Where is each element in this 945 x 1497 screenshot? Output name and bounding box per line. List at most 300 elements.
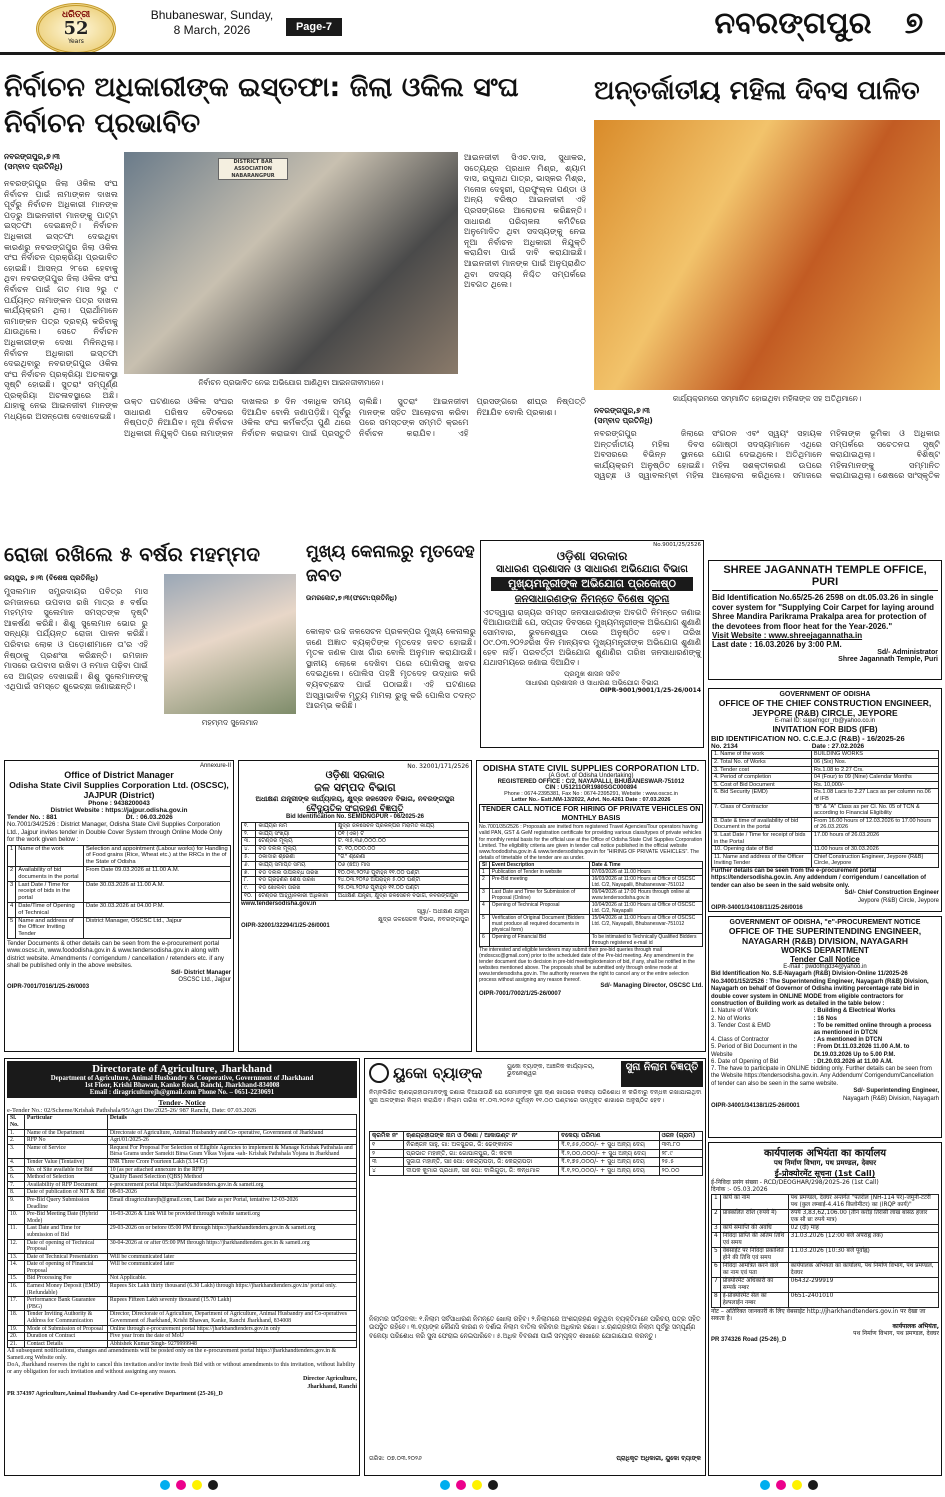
table-row (8, 1333, 357, 1341)
photo-caption: ନିର୍ବାଚନ ପ୍ରଭାବିତ ନେଇ ଅଭିଯୋଗ ଆଣିଥିବା ଆଇନଜୀବୀମାନେ। (198, 378, 384, 387)
website-link[interactable]: www.tendersodisha.gov.in (241, 900, 317, 907)
table-row (8, 1253, 357, 1261)
ad-jharkhand-agriculture: Directorate of Agriculture, Jharkhand Department of Agriculture, Animal Husbandry & Cooperative, Government of Jharkhand 1st Floor, Krishi Bhawan, Kanke Road, Ranchi, Jharkhand-834008 Email : diragriculturejh@gmail.com Phone No. – 0651-2230691 Tender- Notice e-Tender No.: 02/Scheme/Krishak Pathshala/95/Agri Dte/2025-26/ 987 Ranchi, Date: 07.03.2026 Sl. No. Particular Details 1. Name of the Department Directorate of Agriculture, Animal Husbandry and Co- operative, Government of Jharkhand 2. RFP No Agri/01/2025-26 3. Name of Service Request For Proposal For Selection of Eligible Agencies to implement & Manage Krishak Pathshala and Birsa Grams under Samekit Birsa Gram Vikas Yojana -sah- Krishak Pathshala Yojana in Jharkhand 4. Tender Value (Tentative) INR Three Crore Fourteen Lakh (3.14 Cr) 5. No. of Site available for Bid 10 (as per attached annexure in the RFP) 6. Method of Selection Quality Based Selection (QBS) Method 7. Availability of RFP Document e-procurement portal https://jharkhandtenders.gov.in & sameti.org 8. Date of publication of NIT & Bid 08-03-2026 9. Pre-Bid Query Submission Deadline Email diragriculturejh@gmail.com, Last Date as per Portal, tentative 12-03-2026 10. Pre-Bid Meeting Date (Hybrid Mode) 16-03-2026 & Link Will be provided through website sameti.org 11. Last Date and Time for submission of Bid 29-03-2026 on or before 05:00 PM through https://jharkhandtenders.gov.in & sameti.org 12. Date of opening of Technical Proposal 30-04-2026 at or after 05:00 PM through https://jharkhandtenders.gov.in & sameti.org 13. Date of Technical Presentation Will be communicated later 14. Date of opening of Financial Proposal Will be communicated later 15. Bid Processing Fee Not Applicable. 16. Earnest Money Deposit (EMD) (Refundable) Rupees Six Lakh thirty thousand (6.30 Lakh) through https://jharkhandtenders.gov.in/ portal only. 17. Performance Bank Guarantee (PBG) Rupees Fifteen Lakh seventy thousand (15.70 Lakh) 18. Tender Inviting Authority & Address for Communication Director, Directorate of Agriculture, Department of Agriculture, Animal Husbandry and Co-operatives Government of Jharkhand, Krishi Bhawan, Kanke, Ranchi Jharkhand, 834008 19. Mode of Submission of Proposal Online through e-procurement portal https://jharkhandtenders.gov.in only 20. Duration of Contract Five year from the date of MoU 21. Contact Details Abhishek Kumar Singh- 9279999948 All subsequent notifications, changes and amendments will be posted only on the e-procurement portal https://jharkhandtenders.gov.in & Sameti.org Website only. DoA, Jharkhand reserves the right to cancel this invitation and/or invite fresh Bid with or without amendments to this invitation, without liability or any obligation for such invitation and without assigning any reason. Director Agriculture, Jharkhand, Ranchi PR 374397 Agriculture,Animal Husbandry And Co-operative Department (25-26)_D (4, 1058, 360, 1476)
headline: ଅନ୍ତର୍ଜାତୀୟ ମହିଳା ଦିବସ ପାଳିତ (594, 76, 920, 106)
table-cell: Date of publication of NIT & Bid (24, 1189, 107, 1197)
table-row (8, 1297, 357, 1311)
table-row (242, 861, 469, 869)
table-cell: 1. (8, 1129, 25, 1137)
table-cell: ୩. (242, 838, 256, 846)
table-row (242, 854, 469, 862)
table-row (712, 1194, 939, 1209)
table-row (712, 853, 939, 867)
table-row (712, 759, 939, 767)
table-cell: 2 (8, 867, 16, 882)
table-row (712, 1277, 939, 1292)
table-row (712, 1224, 939, 1232)
table-cell: ଟ. ୩୫,୩୬,୦୦୦.୦୦ (335, 838, 468, 846)
print-mark-magenta (176, 1480, 186, 1490)
table-row (8, 1311, 357, 1325)
table-cell: INR Three Crore Fourteen Lakh (3.14 Cr) (107, 1158, 356, 1166)
table-cell: 4. Period of completion (712, 774, 812, 782)
dateline: ନବରଙ୍ଗପୁର,୭।୩ (ସମ୍ବାଦ ପ୍ରତିନିଧି) (594, 406, 653, 425)
table-row (8, 1325, 357, 1333)
table-cell: Request For Proposal For Selection of Eligible Agencies to implement & Manage Krishak Pathshala and Birsa Grams under Samekit Birsa Gram Vikas Yojana -sah- Krishak Pathshala Yojana in Jharkhand (107, 1144, 356, 1158)
list-item-value: : As mentioned in DTCN (813, 1037, 883, 1044)
print-mark-magenta-2 (456, 1480, 466, 1490)
table-cell: 2. (8, 1137, 25, 1145)
table-cell: Not Applicable. (107, 1275, 356, 1283)
table-cell: Date 30.03.2026 at 11.00 A.M. (83, 881, 230, 902)
table-cell: Sl. No. (8, 1115, 25, 1129)
nature-list (711, 1008, 939, 1066)
table-cell: କାର୍ଯ୍ୟ ସଂଖ୍ୟା (256, 830, 335, 838)
table-cell: 4 (712, 1232, 721, 1247)
ad-uco-bank (364, 1058, 706, 1476)
dateline: ଜୟପୁର, ୭।୩ (ବିଶେଷ ପ୍ରତିନିଧି) (4, 574, 99, 582)
table-row (712, 766, 939, 774)
table-cell: Opening of Financial Bid (489, 934, 589, 947)
table-cell: Details (107, 1115, 356, 1129)
table-cell: ଠିକାଦାର ଶ୍ରେଣୀ (256, 854, 335, 862)
table-cell: ୪ (370, 1167, 404, 1176)
table-cell: ई-प्रोक्योरमेंट सेल का हेल्पलाईन नम्बर (720, 1292, 788, 1307)
table-cell: 10. Opening date of Bid (712, 846, 812, 854)
table-cell: Pre-Bid Meeting Date (Hybrid Mode) (24, 1211, 107, 1225)
masthead (0, 0, 945, 62)
table-cell: 07/03/2026 at 11.00 Hours (589, 869, 702, 876)
table-cell: 5. Cost of Bid Document (712, 781, 812, 789)
table-cell: Publication of Tender in website (489, 869, 589, 876)
table-row (8, 1181, 357, 1189)
table-cell: 10/04/2026 at 11:00 Hours at Office of OSCSC Ltd. C/2, Nayapalli (589, 902, 702, 915)
table-cell: Duration of Contract (24, 1333, 107, 1341)
table-cell: Date of Technical Presentation (24, 1253, 107, 1261)
table-cell: 2. Total No. of Works (712, 759, 812, 767)
table-row (480, 876, 703, 889)
tender-table (7, 1114, 357, 1348)
list-item-label: 4. Class of Contractor (711, 1037, 770, 1044)
table-cell: 06 (Six) Nos. (811, 759, 938, 767)
ad-cm-grievance: No.9001/25/2526 ଓଡ଼ିଶା ସରକାର ସାଧାରଣ ପ୍ରଶାସନ ଓ ସାଧାରଣ ଅଭିଯୋଗ ବିଭାଗ ମୁଖ୍ୟମନ୍ତ୍ରୀଙ୍କ ଅଭିଯୋଗ ପ୍ରକୋଷ୍ଠ ଜନସାଧାରଣଙ୍କ ନିମନ୍ତେ ବିଶେଷ ସୂଚନା ଏତଦ୍ୱାରା ରାଜ୍ୟର ସମସ୍ତ ଜନସାଧାରଣଙ୍କ ଅବଗତି ନିମନ୍ତେ ଜଣାଇ ଦିଆଯାଉଅଛି ଯେ, ସପ୍ତାହ ଦିବସରେ ମୁଖ୍ୟମନ୍ତ୍ରୀଙ୍କ ଅଭିଯୋଗ ଶୁଣାଣି ସୋମବାର, ଭୁବନେଶ୍ୱର ଠାରେ ଅନୁଷ୍ଠିତ ହେବ। ତାରିଖ ୦୯.୦୩.୨୦୨୬ରିଖ ଦିନ ମାନ୍ୟବର ମୁଖ୍ୟମନ୍ତ୍ରୀଙ୍କ ଅଭିଯୋଗ ଶୁଣାଣି ହେବ ନାହିଁ। ପରବର୍ତ୍ତୀ ଅଭିଯୋଗ ଶୁଣାଣିର ତାରିଖ ଜନସାଧାରଣଙ୍କୁ ଯଥାସମୟରେ ଜଣାଇ ଦିଆଯିବ। ପ୍ରମୁଖ ଶାସନ ସଚିବ ସାଧାରଣ ପ୍ରଶାସନ ଓ ସାଧାରଣ ଅଭିଯୋଗ ବିଭାଗ OIPR-9001/9001/1/25-26/0014 (480, 540, 704, 748)
table-cell: Availability of RFP Document (24, 1181, 107, 1189)
table-cell: 18. (8, 1311, 25, 1325)
table-cell: 2 (712, 1209, 721, 1224)
photo-caption: କାର୍ଯ୍ୟକ୍ରମରେ ସମ୍ମାନିତ ହୋଇଥିବା ମହିଳାଙ୍କ ସହ ଅତିଥିମାନେ। (672, 394, 862, 403)
table-cell: 11. Name and address of the Officer Inviting Tender (712, 853, 812, 867)
print-mark-black (208, 1480, 218, 1490)
table-cell: ୨୫.୫ (659, 1158, 702, 1167)
table-cell: ୯. (242, 885, 256, 893)
website-link[interactable]: Visit Website : www.shreejagannatha.in (712, 631, 863, 641)
table-cell: ୧ (370, 1140, 404, 1149)
photo-caption: ମହମ୍ମଦ ସୁଲେମାନ (201, 718, 259, 727)
table-row (8, 1189, 357, 1197)
table-cell: e-procurement portal https://jharkhandtenders.gov.in & sameti.org (107, 1181, 356, 1189)
list-item-value: : 16 Nos (813, 1015, 837, 1022)
list-item (711, 1008, 939, 1015)
table-cell: 09/04/2026 at 17:00 Hours through online at www.tendersodisha.gov.in (589, 889, 702, 902)
section-title: ନବରଙ୍ଗପୁର (714, 6, 872, 41)
table-row (712, 1209, 939, 1224)
table-cell: Rs. 10,000/- (811, 781, 938, 789)
tender-rows (8, 845, 231, 938)
table-cell: Quality Based Selection (QBS) Method (107, 1174, 356, 1182)
table-cell: ଟେଣ୍ଡର ଆହ୍ୱାନକାରୀ ଅଧିକାରୀ (256, 892, 335, 900)
table-cell: Five year from the date of MoU (107, 1333, 356, 1341)
list-item-value: : To be remitted online through a process as mentioned in DTCN (813, 1022, 932, 1037)
list-item-value: : From Dt.11.03.2026 11.00 A.M. to Dt.19.03.2026 Up to 5.00 P.M. (813, 1044, 910, 1058)
table-cell: ପ୍ରଭାତ ମହାନ୍ତି, ଗା: ଗୋପାଳପୁର, ଜି: କଟକ (404, 1149, 559, 1158)
table-row (8, 1340, 357, 1348)
table-cell: कार्यपालक अभियंता का कार्यालय, पथ निर्माण विभाग, पथ प्रमण्डल, देवघर (788, 1262, 938, 1277)
table-row (8, 845, 231, 866)
table-cell: वेबसाईट पर निविदा प्रकाशित होने की तिथि एवं समय (720, 1247, 788, 1262)
table-cell: 3 (480, 889, 490, 902)
story-column-1: ନବରଙ୍ଗପୁର ଜିଲା ଓକିଲ ସଂଘ ନିର୍ବାଚନ ପାଇଁ ନାମାଙ୍କନ ଦାଖଲ ପୂର୍ବରୁ ନିର୍ବାଚନ ଅଧିକାରୀ ମାନଙ୍କ ପଡ଼ରୁ ଆଇନଜୀବୀ ମାନଙ୍କୁ ପାଟ୍ଟା ଇସ୍ତଫା ଦେଇଛନ୍ତି। ନିର୍ବାଚନ ଅଧିକାରୀ ଇସ୍ତଫା ଦେଇଥିବା କାରଣରୁ ନବରଙ୍ଗପୁର ଜିଲା ଓକିଲ ସଂଘ ନିର୍ବାଚନ ପ୍ରକ୍ରିୟା ପ୍ରଭାବିତ ହୋଇଛି। ଆସନ୍ତା ୨୮ରେ ହେବାକୁ ଥିବା ନବରଙ୍ଗପୁର ଜିଲା ଓକିଲ ସଂଘ ନିର୍ବାଚନ ପାଇଁ ଗତ ମାସ ୨ରୁ ୯ ପର୍ଯ୍ୟନ୍ତ ନାମାଙ୍କନ ପତ୍ର ଦାଖଲ କାର୍ଯ୍ୟକ୍ରମ ଥିଲା। ପ୍ରାର୍ଥୀମାନେ ନାମାଙ୍କନ ପତ୍ର ଦ୍ରବ୍ୟ କରିବାକୁ ଯାଉଥିଲେ। ସେତେ ନିର୍ବାଚନ ଅଧିକାରୀଙ୍କ ଦେଖା ମିଳିନଥିଲା। ନିର୍ବାଚନ ଅଧିକାରୀ ଇସ୍ତଫା ଦେଇଥିବାରୁ ନବରଙ୍ଗପୁର ଓକିଲ ସଂଘ ନିର୍ବାଚନ ପ୍ରକ୍ରିୟା ଅଚଳାବସ୍ଥା ସୃଷ୍ଟି ହୋଇଛି। ସୁତରାଂ ସମ୍ପୂର୍ଣ୍ଣ ପ୍ରକ୍ରିୟା ଅଚଳାବସ୍ଥାରେ ଅଛି। ଯାହାକୁ ନେଇ ଆଇନଜୀବୀ ମାନଙ୍କ ମଧ୍ୟରେ ଅସନ୍ତୋଷ ଦେଖାଦେଇଛି। (4, 178, 118, 422)
print-mark-magenta-3 (776, 1480, 786, 1490)
table-row (480, 934, 703, 947)
table-cell: 10. (8, 1211, 25, 1225)
timetable-rows (480, 862, 703, 947)
table-cell: 6. Bid Security (EMD) (712, 789, 812, 803)
table-cell: Will be communicated later (107, 1261, 356, 1275)
auction-table-wrap (369, 1131, 703, 1311)
list-item-label: 6. Date of Opening of Bid (711, 1058, 779, 1065)
table-cell: ୨ (370, 1149, 404, 1158)
table-cell: Directorate of Agriculture, Animal Husbandry and Co- operative, Government of Jharkhand (107, 1129, 356, 1137)
table-cell: ୨୪.୦୩.୨୦୨୬ ଅପରାହ୍ନ ୫.୦୦ ଘଣ୍ଟା (335, 877, 468, 885)
table-cell: Online through e-procurement portal https://jharkhandtenders.gov.in only (107, 1325, 356, 1333)
table-cell: Director, Directorate of Agriculture, Department of Agriculture, Animal Husbandry and Co-operatives Government of Jharkhand, Krishi Bhawan, Kanke, Ranchi Jharkhand, 834008 (107, 1311, 356, 1325)
table-cell: 11. (8, 1225, 25, 1239)
table-row (242, 830, 469, 838)
table-cell: Chief Construction Engineer, Jeypore (R&B) Circle, Jeypore (811, 853, 938, 867)
table-row (242, 885, 469, 893)
table-cell: 5. (8, 1166, 25, 1174)
womens-day-photo (594, 120, 940, 390)
table-row (712, 1262, 939, 1277)
table-cell: ₹.୧,୫୫,୦୦୦/- + ସୁଧ ଅନ୍ୟ ଦେୟ (559, 1140, 660, 1149)
table-cell: ୧୦. (242, 892, 256, 900)
auction-title: ସୁନା ନିଲାମ ବିଜ୍ଞପ୍ତି (621, 1061, 703, 1087)
table-row (712, 817, 939, 831)
headline: ମୁଖ୍ୟ କେନାଲରୁ ମୃତଦେହ ଜବତ (306, 542, 475, 586)
table-cell: Tender Value (Tentative) (24, 1158, 107, 1166)
child-photo (164, 574, 296, 714)
table-cell: 11.03.2026 (10:30 बजे पूर्वाह्न) (788, 1247, 938, 1262)
story-text: ନବରଙ୍ଗପୁର ଜିଲାରେ ଅନ୍ତର୍ଜାତୀୟ ମହିଳା ଦିବସ ଅବସରରେ ବିଭିନ୍ନ ସ୍ଥାନରେ କାର୍ଯ୍ୟକ୍ରମ ଅନୁଷ୍ଠିତ ହୋଇଛି। ସ୍ୱଚ୍ଛ ଓ ସ୍ୱାବଲମ୍ବୀ ମହିଳା ସଂଗଠନ ଏବଂ ସ୍ୱୟଂ ସହାୟକ ଗୋଷ୍ଠୀ ସଦସ୍ୟାମାନେ ଏଥିରେ ଯୋଗ ଦେଇଥିଲେ। ଅତିଥିମାନେ ମହିଳା ସଶକ୍ତୀକରଣ ଉପରେ ଆଲୋଚନା କରିଥିଲେ। ସମାଜରେ ମହିଳାଙ୍କ ଭୂମିକା ଓ ଅଧିକାର ସମ୍ପର୍କରେ ସଚେତନତା ସୃଷ୍ଟି କରାଯାଇଥିଲା। ବିଶିଷ୍ଟ ମହିଳାମାନଙ୍କୁ ସମ୍ମାନିତ କରାଯାଇଥିଲା। ଶେଷରେ ସାଂସ୍କୃତିକ (594, 428, 940, 481)
table-cell: पथ प्रमण्डल, देवघर अन्तर्गत "पतरोल (NH-114 पर)-जमुनी-टटरी पथ (कुल लम्बाई-4.416 किलोमीटर) का (IRQP कार्य)" (788, 1194, 938, 1209)
table-cell: ୦୬ (ଛଅ) ମାସ (335, 861, 468, 869)
table-row (8, 867, 231, 882)
table-cell: 10 (as per attached annexure in the RFP) (107, 1166, 356, 1174)
table-cell: Particular (24, 1115, 107, 1129)
table-cell: 16-03-2026 & Link Will be provided through website sameti.org (107, 1211, 356, 1225)
table-cell: 2 (480, 876, 490, 889)
table-row (8, 1129, 357, 1137)
auction-intro: ନିମ୍ନଲିଖିତ ଋଣଗ୍ରହୀତାମାନଙ୍କୁ ଜଣାଇ ଦିଆଯାଉଛି ଯେ ସେମାନଙ୍କ ସୁନା ଋଣ ଖାତାରେ ବକେୟା ପରିଶୋଧ ନ କରିବାରୁ ବନ୍ଧକ ରଖାଯାଇଥିବା ସୁନା ଅଳଙ୍କାର ନିଲାମ କରାଯିବ। ନିଲାମ ତାରିଖ ୧୮.୦୩.୨୦୨୬ ପୂର୍ବାହ୍ନ ୧୧.୦୦ ଘଣ୍ଟାରେ ସମ୍ପୃକ୍ତ ଶାଖାରେ ଅନୁଷ୍ଠିତ ହେବ। (369, 1089, 702, 1104)
table-cell: 17. (8, 1297, 25, 1311)
table-cell: Rupees Fifteen Lakh seventy thousand (15.70 Lakh) (107, 1297, 356, 1311)
ad-jeypore-circle: GOVERNMENT OF ODISHA OFFICE OF THE CHIEF CONSTRUCTION ENGINEER, JEYPORE (R&B) CIRCLE, JEYPORE E-mail ID: superngcr_rb@yahoo.co.in INVITATION FOR BIDS (IFB) BID IDENTIFICATION NO. C.C.E.J.C (R&B) - 16/2025-26 No. 2134 Date : 27.02.2026 1. Name of the work BUILDING WORKS 2. Total No. of Works 06 (Six) Nos. 3. Tender cost Rs.1.08 to 2.27 Crs. 4. Period of completion 04 (Four) to 09 (Nine) Calendar Months 5. Cost of Bid Document Rs. 10,000/- 6. Bid Security (EMD) Rs.1.08 Lacs to 2.27 Lacs as per column no.06 of IFB 7. Class of Contractor "B" & "A" Class as per Cl. No. 05 of TCN & according to Financial Eligibility 8. Date & time of availability of bid Document in the portal From 16.00 hours of 12.03.2026 to 17.00 hours of 26.03.2026 9. Last Date / Time for receipt of bids in the Portal 17.00 hours of 26.03.2026 10. Opening date of Bid 11.00 hours of 30.03.2026 11. Name and address of the Officer Inviting Tender Chief Construction Engineer, Jeypore (R&B) Circle, Jeypore Further details can be seen from the e-procurement portal https://tendersodisha.gov.in. Any addendum / corrigendum / cancellation of tender can also be seen in the said website only. Sd/- Chief Construction Engineer Jeypore (R&B) Circle, Jeypore OIPR-34001/34108/11/25-26/0016 (708, 688, 942, 912)
table-cell: Name of Service (24, 1144, 107, 1158)
table-cell: Last Date and Time for Submission of Proposal (Online) (489, 889, 589, 902)
table-cell: Tender Inviting Authority & Address for Communication (24, 1311, 107, 1325)
ad-oscsc-jajpur: Annexure-II Office of District Manager Odisha State Civil Supplies Corporation Ltd. (OSCSC), JAJPUR (District) Phone : 9438200043 District Website : https://jajpur.odisha.gov.in Tender No. : 881 Dt. : 06.03.2026 No.7001/34/2526 : District Manager, Odisha State Civil Supplies Corporation Ltd., Jajpur invites tender in Double Cover System through Online Mode Only for the work given below : 1 Name of the work Selection and appointment (Labour works) for Handling of Food grains (Rice, Wheat etc.) at the RRCs in the of the State of Odisha 2 Availability of bid documents in the portal From Date 09.03.2026 at 11.00 A.M. 3 Last Date / Time for receipt of bids in the portal Date 30.03.2026 at 11.00 A.M. 4 Date/Time of Opening of Technical Date 30.03.2026 at 04.00 P.M. 5 Name and address of the Officer Inviting Tender District Manager, OSCSC Ltd., Jajpur Tender Documents & other details can be seen from the e-procurement portal www.oscsc.in, www.foododisha.gov.in & www.tendersodisha.gov.in along with district website. Amendments / corrigendum / cancellation / retenders etc. if any shall be published only in the above websites. Sd/- District Manager OSCSC Ltd., Jajpur OIPR-7001/7016/1/25-26/0003 (4, 760, 234, 1052)
table-cell: ₹.୧,୭୫,୦୦୦/- + ସୁଧ ଅନ୍ୟ ଦେୟ (559, 1158, 660, 1167)
table-row (242, 869, 469, 877)
ad-header-bar: Directorate of Agriculture, Jharkhand Department of Agriculture, Animal Husbandry & Cooperative, Government of Jharkhand 1st Floor, Krishi Bhawan, Kanke Road, Ranchi, Jharkhand-834008 Email : diragriculturejh@gmail.com Phone No. – 0651-2230691 (7, 1061, 357, 1098)
table-cell: 6 (712, 1262, 721, 1277)
table-row (8, 1174, 357, 1182)
table-cell: Rs.1.08 Lacs to 2.27 Lacs as per column no.06 of IFB (811, 789, 938, 803)
table-cell: ୧. (242, 822, 256, 830)
table-row (712, 781, 939, 789)
table-cell: 7. (8, 1181, 25, 1189)
table-cell: Rs.1.08 to 2.27 Crs. (811, 766, 938, 774)
table-cell: 06432-299919 (788, 1277, 938, 1292)
table-cell: Rupees Six Lakh thirty thousand (6.30 Lakh) through https://jharkhandtenders.gov.in/ portal only. (107, 1283, 356, 1297)
list-item (711, 1059, 939, 1066)
table-cell: ୫. (242, 854, 256, 862)
table-cell: 21. (8, 1340, 25, 1348)
table-cell: Event Description (489, 862, 589, 869)
table-cell: Selection and appointment (Labour works) for Handling of Food grains (Rice, Wheat etc.) at the RRCs in the of the State of Odisha (83, 845, 230, 866)
newspaper-logo: ଧରିତ୍ରୀ 52 Years (36, 3, 116, 55)
tender-table (711, 1194, 939, 1308)
table-row (8, 1137, 357, 1145)
table-cell: ଦୀପକ କୁମାର ପ୍ରଧାନ, ସାଃ ପୋ: ବାଲିଗୁଡ଼ା, ଜି: କନ୍ଧମାଳ (404, 1167, 559, 1176)
list-item-label: 5. Period of Bid Document in the Website (711, 1044, 798, 1058)
table-cell: Date & Time (589, 862, 702, 869)
ad-ref: No.9001/25/2526 (653, 542, 701, 548)
table-row (370, 1167, 703, 1176)
print-mark-black-2 (488, 1480, 498, 1490)
table-row (712, 789, 939, 803)
table-cell: 6 (480, 934, 490, 947)
table-cell: 0651-2401010 (788, 1292, 938, 1307)
list-item-label: 3. Tender Cost & EMD (711, 1022, 771, 1029)
table-cell: ଟ. ୧୦,୦୦୦.୦୦ (335, 846, 468, 854)
table-cell: Availability of bid documents in the portal (16, 867, 84, 882)
table-row (8, 1144, 357, 1158)
table-row (8, 1196, 357, 1210)
tender-rows (8, 1115, 357, 1348)
table-row (480, 889, 703, 902)
table-row (712, 774, 939, 782)
branch: ୟୁକୋ ବ୍ୟାଙ୍କ, ଆଞ୍ଚଳିକ କାର୍ଯ୍ୟାଳୟ, ଭୁବନେଶ୍ୱର (507, 1063, 595, 1078)
headline: ନିର୍ବାଚନ ଅଧିକାରୀଙ୍କ ଇସ୍ତଫା: ଜିଲା ଓକିଲ ସଂଘ ନିର୍ବାଚନ ପ୍ରଭାବିତ (4, 72, 519, 139)
table-cell: ୩ (370, 1158, 404, 1167)
bar-association-sign: DISTRICT BAR ASSOCIATION NABARANGPUR (218, 158, 288, 180)
table-cell: 16/03/2026 at 11:00 Hours at Office of OSCSC Ltd. C/2, Nayapalli, Bhubaneswar-751012 (589, 876, 702, 889)
auction-table (369, 1131, 703, 1176)
table-cell: 7. Class of Contractor (712, 803, 812, 817)
table-cell: ୮. (242, 877, 256, 885)
table-cell: ୦୧ (ଏକ) ଟି (335, 830, 468, 838)
print-mark-yellow (192, 1480, 202, 1490)
table-cell: "B" & "A" Class as per Cl. No. 05 of TCN & according to Financial Eligibility (811, 803, 938, 817)
tender-table (7, 845, 231, 939)
auction-date: ତାରିଖ: ୦୭.୦୩.୨୦୨୬ (369, 1455, 422, 1462)
masthead-dateline: Bhubaneswar, Sunday, 8 March, 2026 (150, 8, 274, 37)
table-row (8, 1115, 357, 1129)
table-cell: 31.03.2026 (12:00 बजे अपराह्न तक) (788, 1232, 938, 1247)
table-row (712, 803, 939, 817)
table-cell: Verification of Original Document (Bidders must produce all required documents in physical form) (489, 915, 589, 934)
table-row (8, 1158, 357, 1166)
table-cell: Opening of Technical Proposal (489, 902, 589, 915)
table-cell: ଓଜନ (ଗ୍ରାମ) (659, 1132, 702, 1141)
table-cell: Name and address of the Officer Inviting Tender (16, 917, 84, 938)
ad-nayagarh-division: GOVERNMENT OF ODISHA, "e"-PROCUREMENT NOTICE OFFICE OF THE SUPERINTENDING ENGINEER, NAYAGARH (R&B) DIVISION, NAYAGARH WORKS DEPARTMENT Tender Call Notice E-mail : pwdofngd34@yahoo.in Bid Identification No. S.E-Nayagarh (R&B) Division-Online 11/2025-26 No.34001/152/2526 : The Superintending Engineer, Nayagarh (R&B) Division, Nayagarh on behalf of Governor of Odisha inviting percentage rate bid in double cover system in ONLINE MODE from eligible contractors for construction of Building work as detailed in the table below : 1. Nature of Work : Building & Electrical Works 2. No of Works : 16 Nos 3. Tender Cost & EMD : To be remitted online through a process as mentioned in DTCN 4. Class of Contractor : As mentioned in DTCN 5. Period of Bid Document in the Website : From Dt.11.03.2026 11.00 A.M. to Dt.19.03.2026 Up to 5.00 P.M. 6. Date of Opening of Bid : Dt.20.03.2026 at 11.00 A.M. 7. The have to participate in ONLINE bidding only. Further details can be seen from the Website https://tendersodisha.gov.in. Any Addendum/ Corrigendum/Cancellation of tender can also be seen in the same website. Sd/- Superintending Engineer, Nayagarh (R&B) Division, Nayagarh OIPR-34001/34138/1/25-26/0001 (708, 916, 942, 1138)
ad-deoghar-rcd: कार्यपालक अभियंता का कार्यालय पथ निर्माण विभाग, पथ प्रमण्डल, देवघर ई-प्रोक्योरमेंट सूचना (1st Call) ई-निविदा प्रसंग संख्या - RCD/DEOGHAR/298/2025-26 (1st Call) दिनांक :- 05.03.2026 1 कार्य का नाम पथ प्रमण्डल, देवघर अन्तर्गत "पतरोल (NH-114 पर)-जमुनी-टटरी पथ (कुल लम्बाई-4.416 किलोमीटर) का (IRQP कार्य)" 2 प्राक्कलित राशि (रुपये में) रुपये 3,83,62,106.00 (तीन करोड़ तिरासी लाख बासठ हजार एक सौ छः रुपये मात्र) 3 कार्य समाप्ति की अवधि 02 (दो) माह 4 निविदा प्राप्ति की अंतिम तिथि एवं समय 31.03.2026 (12:00 बजे अपराह्न तक) 5 वेबसाईट पर निविदा प्रकाशित होने की तिथि एवं समय 11.03.2026 (10:30 बजे पूर्वाह्न) 6 निविदा आमंत्रित करने वाले का नाम एवं पता कार्यपालक अभियंता का कार्यालय, पथ निर्माण विभाग, पथ प्रमण्डल, देवघर 7 प्रोक्योरमेंट अधिकारी का सम्पर्क नम्बर 06432-299919 8 ई-प्रोक्योरमेंट सेल का हेल्पलाईन नम्बर 0651-2401010 नोट – अतिरिक्त जानकारी के लिए वेबसाईट http://jharkhandtenders.gov.in पर देखा जा सकता है। कार्यपालक अभियंता, पथ निर्माण विभाग, पथ प्रमण्डल, देवघर PR 374326 Road (25-26)_D (708, 1142, 942, 1476)
table-cell: 02 (दो) माह (788, 1224, 938, 1232)
print-mark-cyan (160, 1480, 170, 1490)
table-row (242, 838, 469, 846)
table-cell: कार्य का नाम (720, 1194, 788, 1209)
auction-rows (370, 1132, 703, 1176)
table-cell: 8 (712, 1292, 721, 1307)
table-cell: From 16.00 hours of 12.03.2026 to 17.00 hours of 26.03.2026 (811, 817, 938, 831)
table-cell: ବିଡ ଦଲିଲ ଉପଲବ୍ଧ ତାରିଖ (256, 869, 335, 877)
table-cell: To be intimated to Technically Qualified Bidders through registered e-mail id (589, 934, 702, 947)
page-label: Page-7 (286, 18, 342, 36)
ad-oscsc-vehicles: ODISHA STATE CIVIL SUPPLIES CORPORATION LTD. (A Govt. of Odisha Undertaking) REGISTERED OFFICE : C/2, NAYAPALLI, BHUBANESWAR-751012 CIN : U51211OR1980SGC000894 Phone : 0674-2395381, Fax No : 0674-2395291, Website : www.oscsc.in Letter No.- Estt.NM-13/2022, Advt. No.4261 Date : 07.03.2026 TENDER CALL NOTICE FOR HIRING OF PRIVATE VEHICLES ON MONTHLY BASIS No.7001/35/2526 : Proposals are invited from registered Travel Agencies/Tour operators having valid PAN, GST & GeM registration certificate for providing various class/types of private vehicles for monthly rental basis for the official use at the Office of Odisha State Civil Supplies Corporation Limited. The eligibility criteria are given in tender call notice published in the official website www.foododisha.gov.in & www.tendersodisha.gov.in for "HIRING OF PRIVATE VEHICLES". The details of timetable of the tender are as under. Sl Event Description Date & Time 1 Publication of Tender in website 07/03/2026 at 11.00 Hours 2 Pre-Bid meeting 16/03/2026 at 11:00 Hours at Office of OSCSC Ltd. C/2, Nayapalli, Bhubaneswar-751012 3 Last Date and Time for Submission of Proposal (Online) 09/04/2026 at 17:00 Hours through online at www.tendersodisha.gov.in 4 Opening of Technical Proposal 10/04/2026 at 11:00 Hours at Office of OSCSC Ltd. C/2, Nayapalli 5 Verification of Original Document (Bidders must produce all required documents in physical form) 15/04/2026 at 11:00 Hours at Office of OSCSC Ltd. C/2, Nayapalli, Bhubaneswar-751012 6 Opening of Financial Bid To be intimated to Technically Qualified Bidders through registered e-mail id The interested and eligible tenderers may submit their pre-bid queries through mail (mdoscsc@gmail.com) prior to the scheduled date of the Pre-bid meeting. Any amendment in the tender document due to decision in pre-bid meeting/extension of bid, if any, shall be notified in the websites mentioned above. The proposals shall be submitted only through online mode at www.tendersodisha.gov.in. The authority reserves the right to cancel any or the entire selection process without assigning any reason thereof. Sd/- Managing Director, OSCSC Ltd. OIPR-7001/7002/1/25-26/0007 (476, 760, 706, 1052)
table-row (370, 1158, 703, 1167)
ad-jagannath-temple: SHREE JAGANNATH TEMPLE OFFICE, PURI Bid Identification No.65/25-26 2598 on dt.05.03.26 in single cover system for "Supplying Coir Carpet for laying around Shree Mandira Parikrama Prakalpa area for protection of the devotees from floor heat for the Year-2026." Visit Website : www.shreejagannatha.in Last date : 16.03.2026 by 3:00 P.M. Sd/- Administrator Shree Jagannath Temple, Puri (708, 560, 942, 680)
table-cell: 3 (712, 1224, 721, 1232)
table-cell: 30-04-2026 at or after 05:00 PM through https://jharkhandtenders.gov.in & sameti.org (107, 1239, 356, 1253)
table-cell: Date of opening of Financial Proposal (24, 1261, 107, 1275)
table-cell: 5 (8, 917, 16, 938)
table-cell: "ଗ" ଶ୍ରେଣୀ (335, 854, 468, 862)
table-cell: 4. (8, 1158, 25, 1166)
table-cell: ୨. (242, 830, 256, 838)
table-cell: 16. (8, 1283, 25, 1297)
table-row (242, 846, 469, 854)
table-cell: ଋଣଗ୍ରହୀତାଙ୍କ ନାମ ଓ ଠିକଣା / ଆକାଉଣ୍ଟ ନଂ (404, 1132, 559, 1141)
table-row (8, 1283, 357, 1297)
list-item (711, 1037, 939, 1044)
table-cell: ଅଧୀକ୍ଷଣ ଯନ୍ତ୍ରୀ, କ୍ଷୁଦ୍ର ଜଳସେଚନ ବିଭାଗ, ନବରଙ୍ଗପୁର (335, 892, 468, 900)
table-cell: 15/04/2026 at 11:00 Hours at Office of OSCSC Ltd. C/2, Nayapalli, Bhubaneswar-751012 (589, 915, 702, 934)
table-cell: 1 (8, 845, 16, 866)
table-cell: प्रोक्योरमेंट अधिकारी का सम्पर्क नम्बर (720, 1277, 788, 1292)
table-cell: प्राक्कलित राशि (रुपये में) (720, 1209, 788, 1224)
table-row (8, 1261, 357, 1275)
table-cell: ବିଡ ଖୋଲିବା ତାରିଖ (256, 885, 335, 893)
table-cell: RFP No (24, 1137, 107, 1145)
table-cell: Last Date and Time for submission of Bid (24, 1225, 107, 1239)
table-cell: ୨୦.୦୦ (659, 1167, 702, 1176)
story-text: କୋଲାବ ଉଚ୍ଚ ଜଳସେଚନ ପ୍ରକଳ୍ପର ମୁଖ୍ୟ କେନାଲରୁ ଜଣେ ଅଜ୍ଞାତ ବ୍ୟକ୍ତିଙ୍କ ମୃତଦେହ ଜବତ ହୋଇଛି। ମୃତକ ଜଣକ ପାଖ ଗାଁର ବୋଲି ଅନୁମାନ କରାଯାଉଛି। ସ୍ଥାନୀୟ ଲୋକେ ଦେଖିବା ପରେ ପୋଲିସକୁ ଖବର ଦେଇଥିଲେ। ପୋଲିସ ପହଞ୍ଚି ମୃତଦେହ ଉଦ୍ଧାର କରି ବ୍ୟବଚ୍ଛେଦ ପାଇଁ ପଠାଇଛି। ଏହି ଘଟଣାରେ ଅସ୍ୱାଭାବିକ ମୃତ୍ୟୁ ମାମଲା ରୁଜୁ କରି ପୋଲିସ ତଦନ୍ତ ଆରମ୍ଭ କରିଛି। (306, 626, 476, 711)
table-cell: 17.00 hours of 26.03.2026 (811, 831, 938, 845)
list-item-value: : Building & Electrical Works (813, 1008, 896, 1015)
table-row (712, 831, 939, 845)
table-row (370, 1149, 703, 1158)
table-cell: 5 (480, 915, 490, 934)
table-cell: କାର୍ଯ୍ୟ ସମାପ୍ତି ସମୟ (256, 861, 335, 869)
table-cell: 5 (712, 1247, 721, 1262)
headline: ରୋଜା ରଖିଲେ ୫ ବର୍ଷର ମହମ୍ମଦ (4, 542, 261, 566)
table-cell: Will be communicated later (107, 1253, 356, 1261)
table-cell: କ୍ରମିକ ନଂ (370, 1132, 404, 1141)
list-item-value: : Dt.20.03.2026 at 11.00 A.M. (813, 1058, 893, 1065)
print-mark-cyan-2 (440, 1480, 450, 1490)
table-cell: ୬. (242, 861, 256, 869)
tender-rows (242, 822, 469, 900)
table-cell: 14. (8, 1261, 25, 1275)
print-mark-black-3 (808, 1480, 818, 1490)
table-cell: Date of opening of Technical Proposal (24, 1239, 107, 1253)
table-cell: ₹.୧,୨୦,୦୦୦/- + ସୁଧ ଅନ୍ୟ ଦେୟ (559, 1167, 660, 1176)
list-item-label: 2. No of Works (711, 1015, 751, 1022)
auction-sign: ପ୍ରାଧିକୃତ ଅଧିକାରୀ, ୟୁକୋ ବ୍ୟାଙ୍କ (616, 1455, 701, 1462)
table-cell: Pre-Bid Query Submission Deadline (24, 1196, 107, 1210)
print-mark-yellow-2 (472, 1480, 482, 1490)
table-cell: ୨୫.୦୩.୨୦୨୬ ପୂର୍ବାହ୍ନ ୧୧.୦୦ ଘଣ୍ଟା (335, 885, 468, 893)
table-cell: कार्य समाप्ति की अवधि (720, 1224, 788, 1232)
table-cell: 8. Date & time of availability of bid Document in the portal (712, 817, 812, 831)
table-row (480, 915, 703, 934)
table-cell: କ୍ଷୁଦ୍ର ଜଳସେଚନ ପ୍ରକଳ୍ପର ମରାମତି କାର୍ଯ୍ୟ (335, 822, 468, 830)
list-item (711, 1023, 939, 1037)
list-item (711, 1044, 939, 1058)
table-cell: Mode of Submission of Proposal (24, 1325, 107, 1333)
table-cell: Method of Selection (24, 1174, 107, 1182)
table-cell: ନିରଞ୍ଜନ ସାହୁ, ଗା: ଅଳସୁନ୍ଦର, ଜି: ଢେଙ୍କାନାଳ (404, 1140, 559, 1149)
table-cell: ୭. (242, 869, 256, 877)
table-cell: Email diragriculturejh@gmail.com, Last Date as per Portal, tentative 12-03-2026 (107, 1196, 356, 1210)
story-womens-day (592, 66, 942, 486)
table-row (370, 1140, 703, 1149)
dateline: ଉମରକୋଟ,୭।୩(ଫଟୋ:ପ୍ରତିନିଧି) (306, 594, 398, 602)
table-row (480, 869, 703, 876)
tender-table (241, 822, 469, 901)
table-row (8, 1275, 357, 1283)
table-cell: Bid Processing Fee (24, 1275, 107, 1283)
table-cell: No. of Site available for Bid (24, 1166, 107, 1174)
table-row (8, 917, 231, 938)
table-cell: 08-03-2026 (107, 1189, 356, 1197)
table-cell: Name of the work (16, 845, 84, 866)
table-cell: ବିଡ ଦଲିଲ ମୂଲ୍ୟ (256, 846, 335, 854)
table-cell: ଟେଣ୍ଡର ମୂଲ୍ୟ (256, 838, 335, 846)
table-cell: ୪. (242, 846, 256, 854)
table-cell: निविदा प्राप्ति की अंतिम तिथि एवं समय (720, 1232, 788, 1247)
table-cell: ୧୦.୦୩.୨୦୨୬ ପୂର୍ବାହ୍ନ ୧୧.୦୦ ଘଣ୍ଟା (335, 869, 468, 877)
dateline: ନବରଙ୍ଗପୁର,୭।୩ (ସମ୍ବାଦ ପ୍ରତିନିଧି) (4, 152, 63, 171)
table-row (8, 1166, 357, 1174)
table-cell: Pre-Bid meeting (489, 876, 589, 889)
table-row (242, 877, 469, 885)
story-roza (0, 540, 300, 754)
table-cell: 4 (8, 903, 16, 918)
table-row (712, 1232, 939, 1247)
table-row (242, 892, 469, 900)
table-cell: ବକେୟା ପରିମାଣ (559, 1132, 660, 1141)
table-cell: Abhishek Kumar Singh- 9279999948 (107, 1340, 356, 1348)
table-cell: From Date 09.03.2026 at 11.00 A.M. (83, 867, 230, 882)
table-cell: Date/Time of Opening of Technical (16, 903, 84, 918)
timetable (479, 861, 703, 947)
table-cell: District Manager, OSCSC Ltd., Jajpur (83, 917, 230, 938)
table-cell: 7 (712, 1277, 721, 1292)
story-column-2: ଆଇନଜୀବୀ ସିଏଚ.ଦାସ, ସୁଧାକର, ସତ୍ୟେନ୍ଦ୍ର ପ୍ରଧାନ ମିଶ୍ର, ଶ୍ୟାମ ଦାସ, ରଘୁନାଥ ପାତ୍ର, ଭାସ୍କର ମିଶ୍ର, ମନୋଜ ଦେହୁରୀ, ପ୍ରଫୁଲ୍ଲ ପଣ୍ଡା ଓ ଅନ୍ୟ ବରିଷ୍ଠ ଆଇନଜୀବୀ ଏହି ପ୍ରସଙ୍ଗରେ ଆଲୋଚନା କରିଛନ୍ତି। ସାଧାରଣ ପରିଚାଳନା କମିଟିରେ ଅନୁମୋଦିତ ଥିବା ସଦସ୍ୟଙ୍କୁ ନେଇ ନୂଆ ନିର୍ବାଚନ ଅଧିକାରୀ ନିଯୁକ୍ତି କରାଯିବା ପାଇଁ ଦାବି କରାଯାଇଛି। ଆଇନଜୀବୀ ମାନଙ୍କ ପାଇଁ ଅନୁପ୍ରାଣିତ ଥିବା ସଦସ୍ୟ ନିଶ୍ଚିତ ସମ୍ପର୍କରେ ଅବଗତ ଥିଲେ। (464, 152, 586, 290)
story-text: ମୁସଲମାନ ସମ୍ପ୍ରଦାୟର ପବିତ୍ର ମାସ ରମଜାନରେ ଉପବାସ ରଖି ମାତ୍ର ୫ ବର୍ଷର ମହମ୍ମଦ ସୁଲେମାନ ସମସ୍ତଙ୍କ ଦୃଷ୍ଟି ଆକର୍ଷଣ କରିଛି। ଶିଶୁ ସୁଲେମାନ ଭୋର ରୁ ସନ୍ଧ୍ୟା ପର୍ଯ୍ୟନ୍ତ ରୋଜା ପାଳନ କରିଛି। ପରିବାର ଲୋକ ଓ ପଡ଼ୋଶୀମାନେ ତା'ର ଏହି ନିଷ୍ଠାକୁ ପ୍ରଶଂସା କରିଛନ୍ତି। ରମଜାନ ମାସରେ ଉପବାସ ରଖିବା ଓ ନମାଜ ପଢ଼ିବା ପାଇଁ ସେ ଆଗ୍ରହ ଦେଖାଇଛି। ଶିଶୁ ସୁଲେମାନଙ୍କୁ ଏଥିପାଇଁ ସମସ୍ତେ ଶୁଭେଚ୍ଛା ଜଣାଇଛନ୍ତି। (4, 586, 148, 692)
